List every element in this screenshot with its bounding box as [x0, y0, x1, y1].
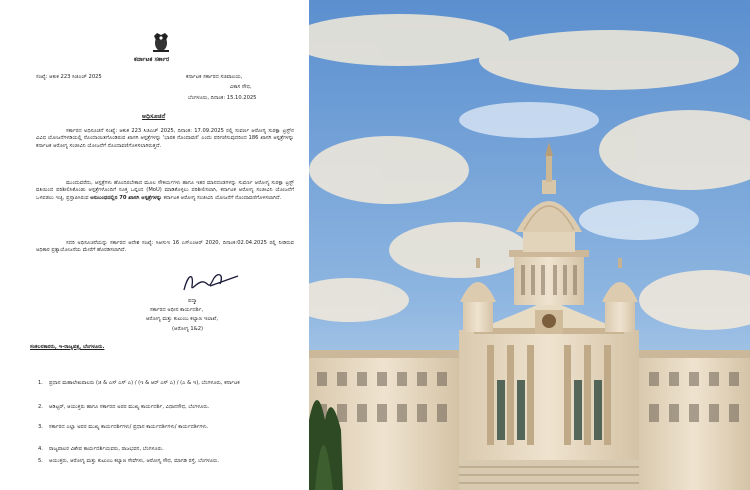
government-order-document	[0, 0, 309, 490]
paragraph-2	[36, 180, 294, 202]
copy-list-text: ಸರ್ಕಾರದ ಎಲ್ಲಾ ಅಪರ ಮುಖ್ಯ ಕಾರ್ಯದರ್ಶಿಗಳು/ ಪ್ರಧಾನ ಕಾರ್ಯದರ್ಶಿಗಳು/ ಕಾರ್ಯದರ್ಶಿಗಳು.	[49, 424, 209, 430]
signatory-section: (ಆರೋಗ್ಯ 1&2)	[172, 326, 204, 332]
handwritten-signature-icon	[180, 270, 242, 296]
front-steps	[459, 460, 639, 490]
building-line: ವಿಕಾಸ ಸೌಧ,	[230, 84, 252, 90]
copy-list-item	[38, 446, 296, 453]
copy-list-text: ಪ್ರಧಾನ ಮಹಾಲೇಖಪಾಲರು (ಜಿ & ಎಸ್ ಎಸ್ ಎ) / (ಇ & ಆರ್ ಎಸ್ ಎ) / (ಎ & ಇ), ಬೆಂಗಳೂರು, ಕರ್ನಾಟಕ	[49, 380, 240, 386]
paragraph-2-end-text: ಕರ್ನಾಟಕ ಆರೋಗ್ಯ ಸಂಜೀವಿನಿ ಯೋಜನೆಗೆ ನೊಂದಾವಣಿಗೊಳಿಸಲಾಗಿದೆ.	[163, 194, 282, 201]
paragraph-2-text: ಮುಂದುವರೆದು, ಆಸ್ಪತ್ರೆಗಳು ಹೊಂದಿರಬೇಕಾದ ಮೂಲ ಸೌಕರ್ಯಗಳು ಹಾಗೂ ಇತರ ಮಾನದಂಡಗಳನ್ನು ಸುವರ್ಣ ಆರೋಗ್ಯ ಸುರಕ್ಷಾ ಟ್ರಸ್ಟ್ ವತಿಯಿಂದ ಪರಿಶೀಲಿಸಿಕೊಂಡು ಆಸ್ಪತ್ರೆಗಳೊಂದಿಗೆ ಸೂಕ್ತ ಒಪ್ಪಂದ (MoU) ಮಾಡಿಕೊಳ್ಳಲು ಪರಿಶೀಲಿಸಲಾಗಿ, ಕರ್ನಾಟಕ ಆರೋಗ್ಯ ಸಂಜೀವಿನಿ ಯೋಜನೆಗೆ ಒಳಪಡಲು ಇಚ್ಛಿ, ಪ್ರಸ್ತಾಪಿಸಿರುವ	[36, 180, 294, 201]
copy-list-text: ರಾಜ್ಯಪಾಲರ ವಿಶೇಷ ಕಾರ್ಯದರ್ಶಿಯವರು, ರಾಜಭವನ, ಬೆಂಗಳೂರು.	[49, 446, 164, 452]
karnataka-emblem-icon	[150, 30, 172, 54]
signatory-name: ಪದ್ಮಾ	[188, 298, 198, 304]
place-date-line: ಬೆಂಗಳೂರು, ದಿನಾಂಕ: 15.10.2025	[188, 95, 257, 101]
paragraph-1: ಸರ್ಕಾರದ ಅಧಿಸೂಚನೆ ಸಂಖ್ಯೆ: ಆಕುಕ 223 ಸಿಜಿಎಚ್ 2025, ದಿನಾಂಕ: 17.09.2025 ರಲ್ಲಿ ಸುವರ್ಣ ಆರೋಗ್ಯ ಸುರಕ್ಷಾ ಟ್ರಸ್ಟ್‌ನ ವಿವಿಧ ಯೋಜನೆಗಳಡಿಯಲ್ಲಿ ನೊಂದಾಯಿತಗೊಂಡಿರುವ ಖಾಸಗಿ ಆಸ್ಪತ್ರೆಗಳನ್ನು 'ಭಾರತ ನೊಂದಾವಣಿ' ಎಂದು ಪರಿಗಣಿಸುವುದರಿಂದ 186 ಖಾಸಗಿ ಆಸ್ಪತ್ರೆಗಳನ್ನು ಕರ್ನಾಟಕ ಆರೋಗ್ಯ ಸಂಜೀವಿನಿ ಯೋಜನೆಗೆ ನೊಂದಾವಣಿಗೊಳಿಸಲಾಗಿರುತ್ತದೆ.	[36, 128, 294, 149]
building-photograph	[309, 0, 750, 490]
copy-list-item	[38, 404, 296, 411]
copy-list-text: ಆಯುಕ್ತರು, ಆರೋಗ್ಯ ಮತ್ತು ಕುಟುಂಬ ಕಲ್ಯಾಣ ಸೇವೆಗಳು, ಆರೋಗ್ಯ ಸೌಧ, ಮಾಗಡಿ ರಸ್ತೆ, ಬೆಂಗಳೂರು.	[49, 458, 220, 464]
copy-list-item	[38, 424, 296, 431]
copy-list-number: 5.	[38, 458, 43, 464]
order-heading: ಅಧಿಸೂಚನೆ	[142, 113, 166, 120]
paragraph-2-bold-text: ಅನುಬಂಧದಲ್ಲಿನ 70 ಖಾಸಗಿ ಆಸ್ಪತ್ರೆಗಳನ್ನು	[90, 194, 162, 201]
copy-list-number: 2.	[38, 404, 43, 410]
copy-list-number: 3.	[38, 424, 43, 430]
secretariat-line: ಕರ್ನಾಟಕ ಸರ್ಕಾರದ ಸಚಿವಾಲಯ,	[186, 74, 243, 80]
signatory-title: ಸರ್ಕಾರದ ಅಧೀನ ಕಾರ್ಯದರ್ಶಿ,	[150, 307, 204, 313]
copy-list-item	[38, 458, 296, 465]
copy-list-number: 4.	[38, 446, 43, 452]
copy-list-number: 1.	[38, 380, 43, 386]
signature	[180, 270, 242, 299]
copy-list-item	[38, 380, 296, 387]
signatory-department: ಆರೋಗ್ಯ ಮತ್ತು ಕುಟುಂಬ ಕಲ್ಯಾಣ ಇಲಾಖೆ,	[146, 316, 219, 322]
order-number: ಸಂಖ್ಯೆ: ಆಕುಕ 223 ಸಿಜಿಎಚ್ 2025	[36, 74, 102, 80]
vidhana-soudha-building	[309, 0, 750, 490]
government-title: ಕರ್ನಾಟಕ ಸರ್ಕಾರ	[134, 56, 170, 63]
to-line: ಸಂಕಲನಕಾರರು, ಇ-ರಾಜ್ಯಪತ್ರ, ಬೆಂಗಳೂರು.	[30, 344, 105, 350]
paragraph-3: ಸದರಿ ಅಧಿಸೂಚನೆಯನ್ನು ಸರ್ಕಾರದ ಆದೇಶ ಸಂಖ್ಯೆ: ಸಿಆಸುಇ 16 ಎಸ್‌ಎಂಆರ್ 2020, ದಿನಾಂಕ:02.04.2025 ರಲ್ಲಿ ನೀಡಿರುವ ಅಧಿಕಾರ ಪ್ರತ್ಯಾಯೋಜನೆಯ ಮೇರೆಗೆ ಹೊರಡಿಸಲಾಗಿದೆ.	[36, 240, 294, 254]
copy-list-text: ಆಡಿಟ್ಟರ್, ಆಯುಕ್ತರು ಹಾಗೂ ಸರ್ಕಾರದ ಅಪರ ಮುಖ್ಯ ಕಾರ್ಯದರ್ಶಿ, ವಿಧಾನಸೌಧ, ಬೆಂಗಳೂರು.	[49, 404, 210, 410]
